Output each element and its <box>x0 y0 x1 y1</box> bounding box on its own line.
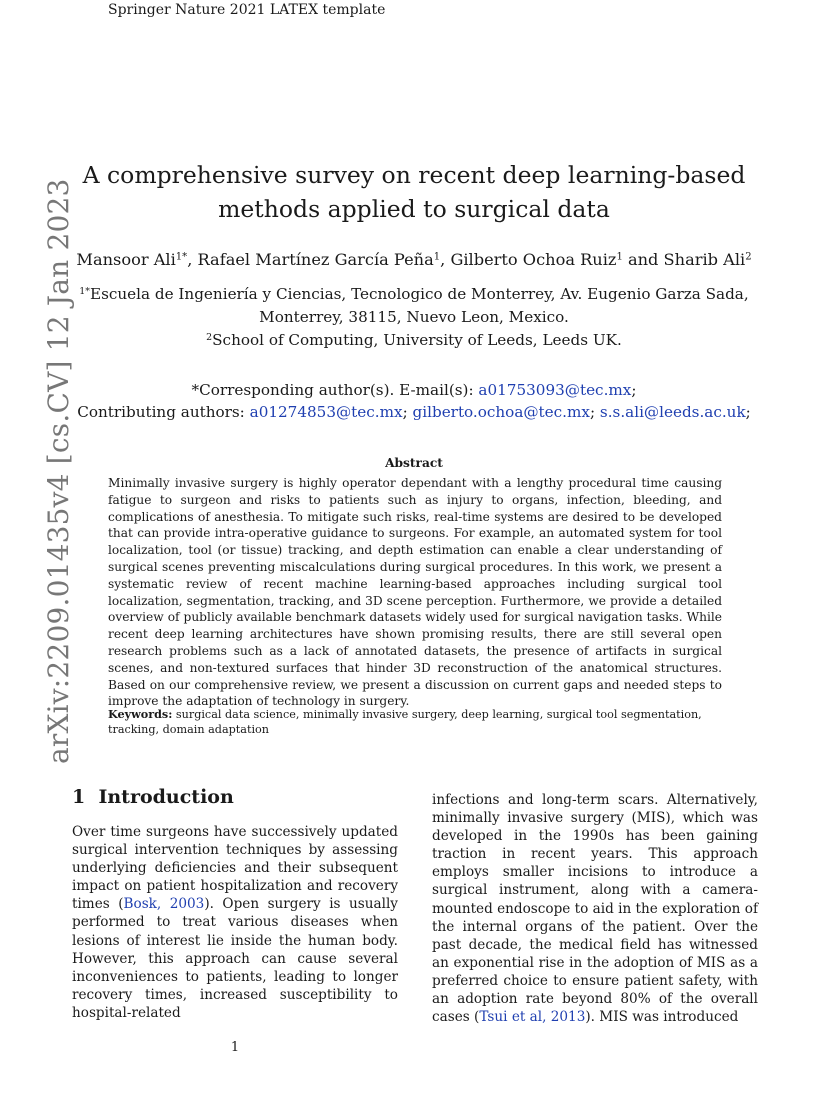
body-column-left <box>72 823 398 1022</box>
email-separator: ; <box>402 403 413 421</box>
author-3-sup: 1 <box>616 251 623 263</box>
page-number: 1 <box>230 1040 240 1055</box>
affiliation-2-sup: 2 <box>206 331 213 343</box>
contributor-email-link-3[interactable]: s.s.ali@leeds.ac.uk <box>599 403 746 421</box>
abstract-heading: Abstract <box>385 456 443 470</box>
author-4-sup: 2 <box>745 251 752 263</box>
affiliation-2-text: School of Computing, University of Leeds, Leeds UK. <box>212 331 622 349</box>
section-heading <box>72 786 234 808</box>
body-column-right <box>432 791 758 1026</box>
keywords-text: surgical data science, minimally invasive surgery, deep learning, surgical tool segmentation, tracking, domain adaptation <box>108 708 702 736</box>
author-2-sup: 1 <box>433 251 441 263</box>
author-2: , Rafael Martínez García Peña <box>187 250 434 269</box>
affiliation-1-line-1 <box>60 283 768 306</box>
author-4: and Sharib Ali <box>622 250 746 269</box>
running-head: Springer Nature 2021 LATEX template <box>108 2 386 18</box>
contributor-email-link-1[interactable]: a01274853@tec.mx <box>249 403 403 421</box>
email-separator: ; <box>589 403 600 421</box>
affiliation-1-line-2: Monterrey, 38115, Nuevo Leon, Mexico. <box>259 308 569 326</box>
col1-text-2: ). Open surgery is usually performed to treat various diseases when lesions of interest lie inside the human body. However, this approach can cause several inconveniences to patients, leading to longer recovery times, increased susceptibility to hospital-related <box>72 896 398 1021</box>
affiliation-2 <box>60 329 768 352</box>
contributor-email-link-2[interactable]: gilberto.ochoa@tec.mx <box>412 403 590 421</box>
corresponding-author-line <box>60 379 768 401</box>
affiliations <box>60 283 768 352</box>
contact-info <box>60 379 768 423</box>
keywords <box>108 707 722 737</box>
corresponding-end: ; <box>631 381 637 399</box>
email-end: ; <box>745 403 751 421</box>
arxiv-stamp: arXiv:2209.01435v4 [cs.CV] 12 Jan 2023 <box>42 178 75 764</box>
citation-link-tsui[interactable]: Tsui et al, 2013 <box>479 1009 586 1026</box>
col2-text-2: ). MIS was introduced <box>585 1009 739 1026</box>
paper-title <box>60 158 768 226</box>
abstract-text: Minimally invasive surgery is highly operator dependant with a lengthy procedural time causing fatigue to surgeon and risks to patients such as injury to organs, infection, bleeding, and complications of anesthesia. To mitigate such risks, real-time systems are desired to be developed that can provide intra-operative guidance to surgeons. For example, an automated system for tool localization, tool (or tissue) tracking, and depth estimation can enable a clear understanding of surgical scenes preventing miscalculations during surgical procedures. In this work, we present a systematic review of recent machine learning-based approaches including surgical tool localization, segmentation, tracking, and 3D scene perception. Furthermore, we provide a detailed overview of publicly available benchmark datasets widely used for surgical navigation tasks. While recent deep learning architectures have shown promising results, there are still several open research problems such as a lack of annotated datasets, the presence of artifacts in surgical scenes, and non-textured surfaces that hinder 3D reconstruction of the anatomical structures. Based on our comprehensive review, we present a discussion on current gaps and needed steps to improve the adaptation of technology in surgery. <box>108 476 722 709</box>
col2-text-1: infections and long-term scars. Alternatively, minimally invasive surgery (MIS), which was developed in the 1990s has been gaining traction in recent years. This approach employs smaller incisions to introduce a surgical instrument, along with a camera-mounted endoscope to aid in the exploration of the internal organs of the patient. Over the past decade, the medical field has witnessed an exponential rise in the adoption of MIS as a preferred choice to ensure patient safety, with an adoption rate beyond 80% of the overall cases ( <box>432 792 758 1026</box>
affiliation-1-text: Escuela de Ingeniería y Ciencias, Tecnologico de Monterrey, Av. Eugenio Garza Sada, <box>90 285 749 303</box>
author-list <box>60 250 768 269</box>
affiliation-1-sup: 1* <box>79 285 90 297</box>
citation-link-bosk[interactable]: Bosk, 2003 <box>123 896 205 913</box>
author-3: , Gilberto Ochoa Ruiz <box>440 250 617 269</box>
author-1: Mansoor Ali <box>76 250 176 269</box>
col1-text-1: Over time surgeons have successively updated surgical intervention techniques by assessing underlying deficiencies and their subsequent impact on patient hospitalization and recovery times ( <box>72 824 398 913</box>
title-line-2: methods applied to surgical data <box>218 195 610 223</box>
section-title: Introduction <box>98 786 234 808</box>
author-1-sup: 1* <box>175 251 188 263</box>
contributing-label: Contributing authors: <box>77 403 250 421</box>
title-line-1: A comprehensive survey on recent deep learning-based <box>82 161 746 189</box>
section-number: 1 <box>72 786 86 808</box>
corresponding-label: *Corresponding author(s). E-mail(s): <box>191 381 479 399</box>
contributing-authors-line <box>60 401 768 423</box>
corresponding-email-link[interactable]: a01753093@tec.mx <box>478 381 632 399</box>
keywords-label: Keywords: <box>108 707 173 721</box>
